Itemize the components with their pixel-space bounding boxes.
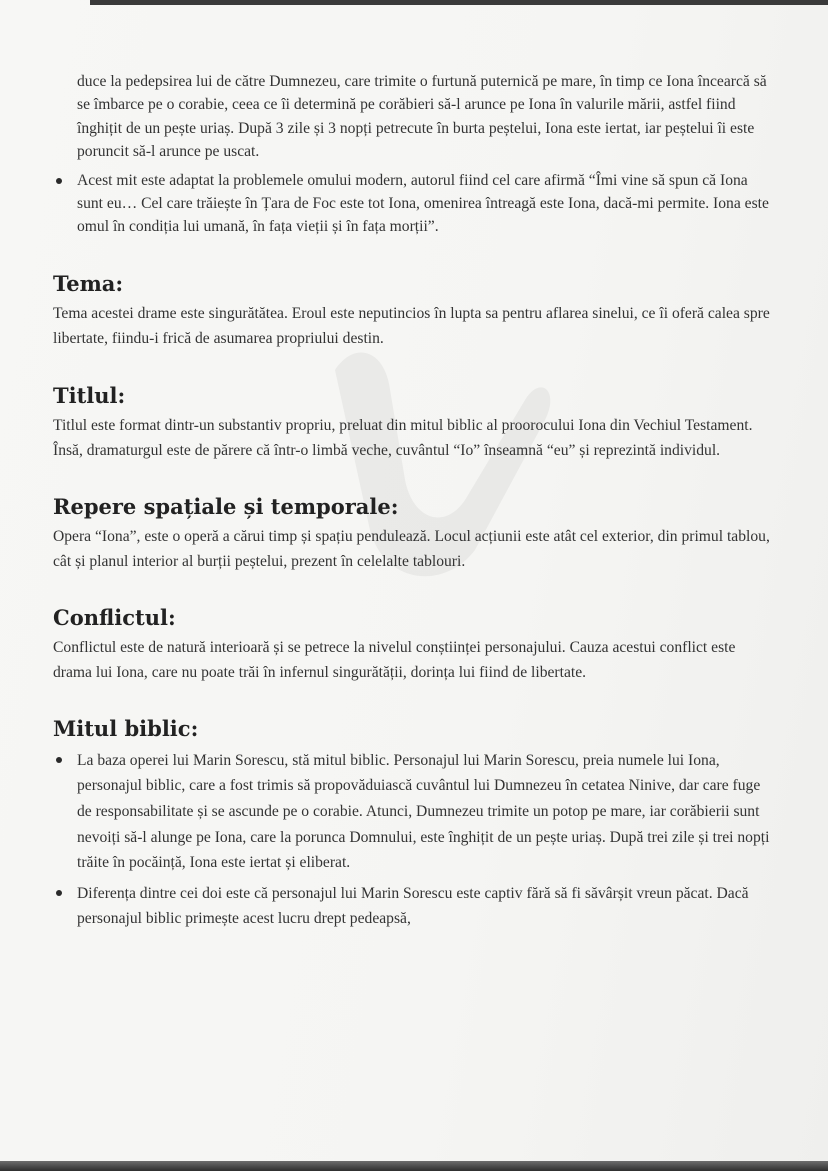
section-repere bbox=[53, 494, 773, 575]
section-paragraph: Tema acestei drame este singurătătea. Eroul este neputincios în lupta sa pentru aflarea sinelui, ce îi oferă calea spre libertate, fiindu-i frică de asumarea propriului destin. bbox=[53, 304, 770, 348]
page-top-edge bbox=[90, 0, 828, 5]
list-item-text: Diferența dintre cei doi este că personajul lui Marin Sorescu este captiv fără să fi săvârșit vreun păcat. Dacă personajul biblic primește acest lucru drept pedeapsă, bbox=[77, 884, 749, 928]
section-heading: Mitul biblic: bbox=[53, 715, 199, 741]
list-item bbox=[53, 748, 773, 876]
section-heading: Titlul: bbox=[53, 382, 126, 408]
list-item bbox=[53, 169, 773, 239]
list-item-text: La baza operei lui Marin Sorescu, stă mitul biblic. Personajul lui Marin Sorescu, preia numele lui Iona, personajul biblic, care a fost trimis să propovăduiască cuvântul lui Dumnezeu în cetatea Ninive, dar care fuge de responsabilitate și se ascunde pe o corabie. Atunci, Dumnezeu trimite un potop pe mare, iar corăbierii sunt nevoiți să-l alunge pe Iona, care la porunca Domnului, este înghițit de un pește uriaș. După trei zile și trei nopți trăite în pocăință, Iona este iertat și eliberat. bbox=[77, 751, 770, 872]
intro-bullet-list bbox=[53, 70, 773, 239]
mitul-bullet-list bbox=[53, 748, 773, 932]
bullet-dot bbox=[56, 757, 62, 763]
section-heading: Tema: bbox=[53, 270, 124, 296]
page-bottom-edge bbox=[0, 1161, 828, 1171]
list-item bbox=[53, 881, 773, 932]
list-item-text: Acest mit este adaptat la problemele omului modern, autorul fiind cel care afirmă “Îmi vine să spun că Iona sunt eu… Cel care trăiește în Țara de Foc este tot Iona, omenirea întreagă este Iona, dacă-mi permite. Iona este omul în condiția lui umană, în fața vieții și în fața morții”. bbox=[77, 171, 769, 236]
section-paragraph: Opera “Iona”, este o operă a cărui timp și spațiu pendulează. Locul acțiunii este atât cel exterior, din primul tablou, cât și planul interior al burții peștelui, prezent în celelalte tablouri. bbox=[53, 527, 770, 571]
bullet-dot bbox=[56, 890, 62, 896]
section-paragraph: Titlul este format dintr-un substantiv propriu, preluat din mitul biblic al proorocului Iona din Vechiul Testament. Însă, dramaturgul este de părere că într-o limbă veche, cuvântul “Io” înseamnă “eu” și reprezintă individul. bbox=[53, 416, 753, 460]
section-tema bbox=[53, 271, 773, 352]
document-content bbox=[53, 70, 773, 932]
list-item-text: duce la pedepsirea lui de către Dumnezeu, care trimite o furtună puternică pe mare, în timp ce Iona încearcă să se îmbarce pe o corabie, ceea ce îi determină pe corăbieri să-l arunce pe Iona în valurile mării, astfel fiind înghițit de un pește uriaș. După 3 zile și 3 nopți petrecute în burta peștelui, Iona este iertat, iar peștelui îi este poruncit să-l arunce pe uscat. bbox=[77, 73, 767, 161]
section-heading: Conflictul: bbox=[53, 604, 176, 630]
list-item bbox=[53, 70, 773, 164]
section-conflictul bbox=[53, 605, 773, 686]
bullet-dot bbox=[56, 178, 62, 184]
section-paragraph: Conflictul este de natură interioară și se petrece la nivelul conștiinței personajului. Cauza acestui conflict este drama lui Iona, care nu poate trăi în infernul singurătății, dorința lui fiind de libertate. bbox=[53, 638, 736, 682]
section-heading: Repere spațiale și temporale: bbox=[53, 493, 399, 519]
section-mitul-biblic bbox=[53, 716, 773, 932]
section-titlul bbox=[53, 383, 773, 464]
